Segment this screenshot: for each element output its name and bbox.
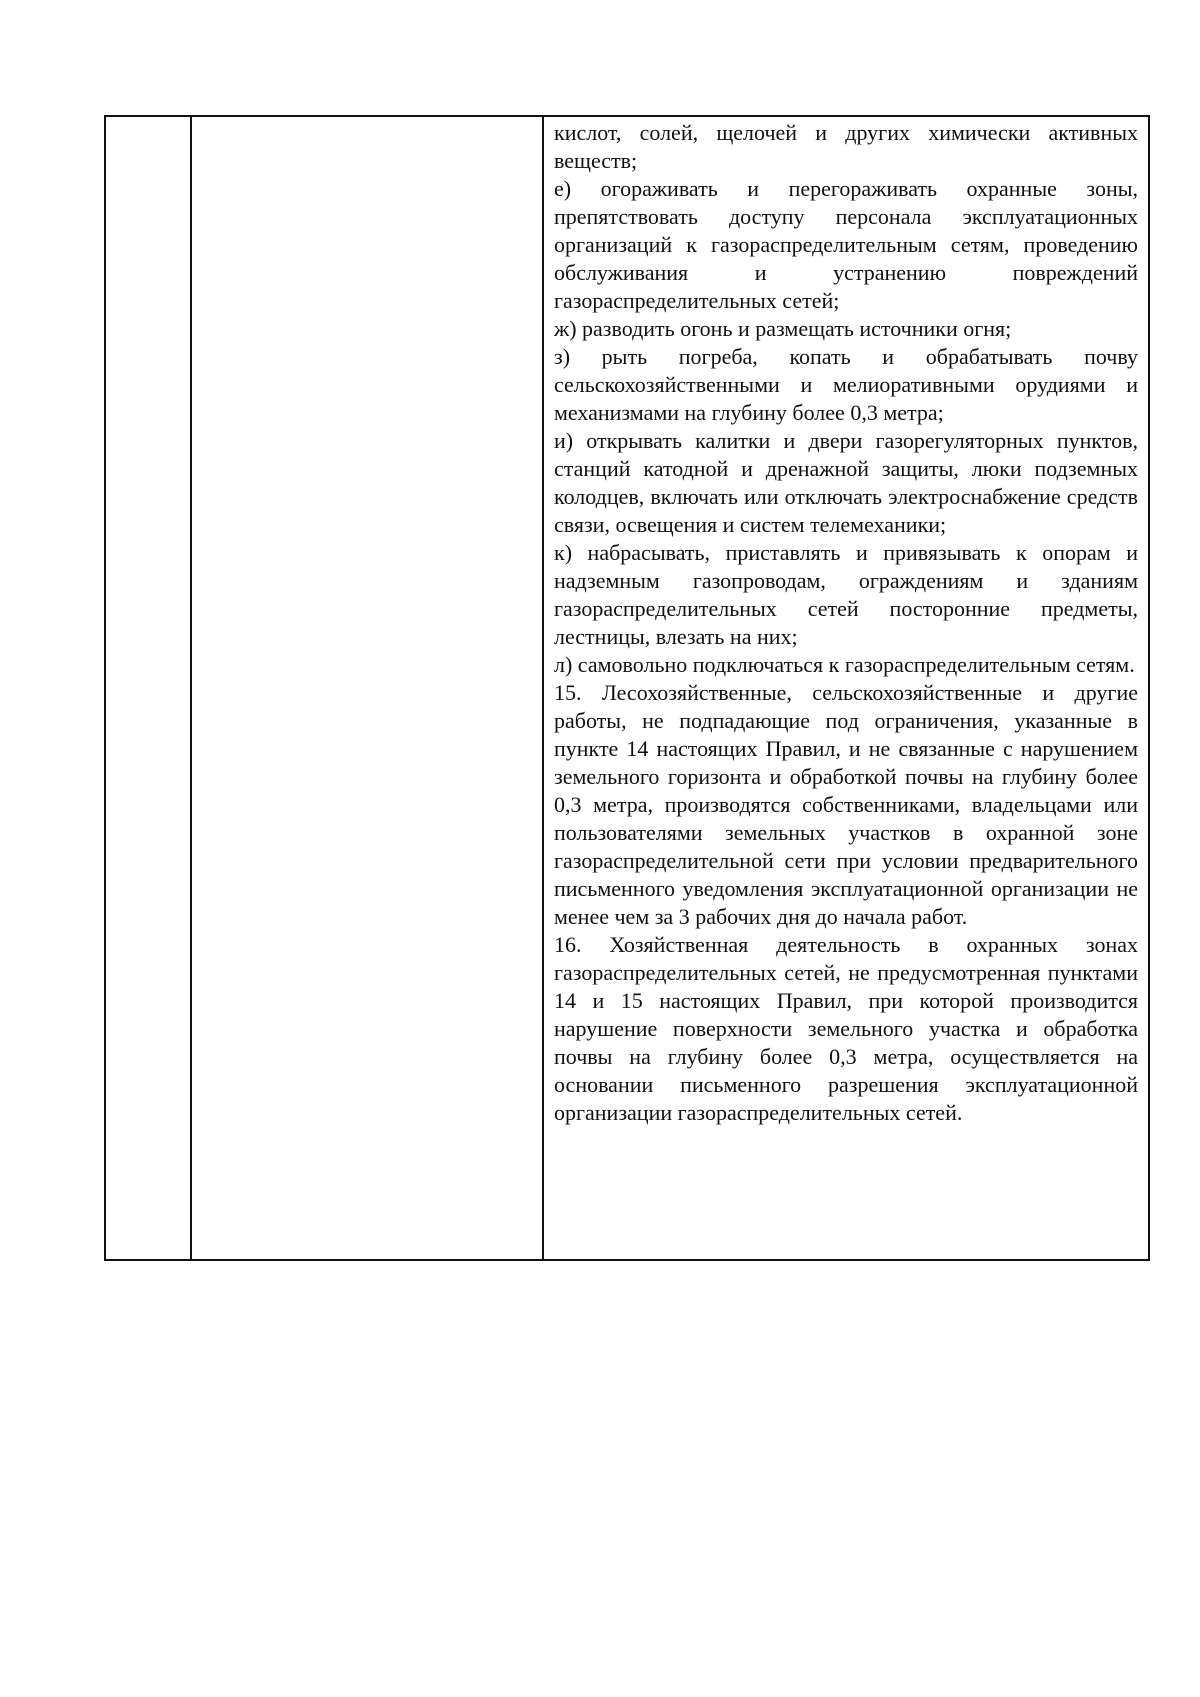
table-cell-text (543, 116, 1149, 1260)
paragraph-continuation: кислот, солей, щелочей и других химически активных веществ; (554, 120, 1138, 173)
paragraph-item-l: л) самовольно подключаться к газораспределительным сетям. (554, 652, 1135, 677)
paragraph-item-e: е) огораживать и перегораживать охранные зоны, препятствовать доступу персонала эксплуатационных организаций к газораспределительным сетям, проведению обслуживания и устранению повреждений газораспределительных сетей; (554, 176, 1138, 313)
paragraph-clause-15: 15. Лесохозяйственные, сельскохозяйственные и другие работы, не подпадающие под ограничения, указанные в пункте 14 настоящих Правил, и не связанные с нарушением земельного горизонта и обработкой почвы на глубину более 0,3 метра, производятся собственниками, владельцами или пользователями земельных участков в охранной зоне газораспределительной сети при условии предварительного письменного уведомления эксплуатационной организации не менее чем за 3 рабочих дня до начала работ. (554, 680, 1138, 929)
table-cell-name (191, 116, 543, 1260)
paragraph-item-i: и) открывать калитки и двери газорегуляторных пунктов, станций катодной и дренажной защиты, люки подземных колодцев, включать или отключать электроснабжение средств связи, освещения и систем телемеханики; (554, 428, 1138, 537)
paragraph-item-z: з) рыть погреба, копать и обрабатывать почву сельскохозяйственными и мелиоративными орудиями и механизмами на глубину более 0,3 метра; (554, 344, 1138, 425)
document-table (104, 115, 1150, 1261)
paragraph-item-k: к) набрасывать, приставлять и привязывать к опорам и надземным газопроводам, ограждениям и зданиям газораспределительных сетей посторонние предметы, лестницы, влезать на них; (554, 540, 1138, 649)
table-cell-number (105, 116, 191, 1260)
paragraph-clause-16: 16. Хозяйственная деятельность в охранных зонах газораспределительных сетей, не предусмотренная пунктами 14 и 15 настоящих Правил, при которой производится нарушение поверхности земельного участка и обработка почвы на глубину более 0,3 метра, осуществляется на основании письменного разрешения эксплуатационной организации газораспределительных сетей. (554, 932, 1138, 1125)
paragraph-item-zh: ж) разводить огонь и размещать источники огня; (554, 316, 1012, 341)
table-row (105, 116, 1149, 1260)
